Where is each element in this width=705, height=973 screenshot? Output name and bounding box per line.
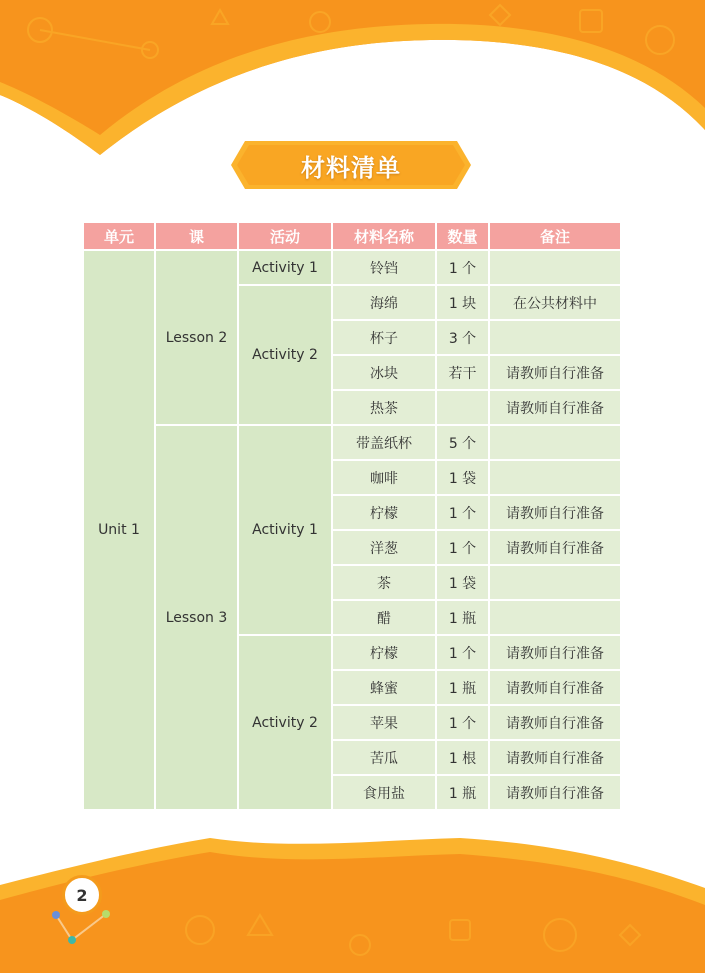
material-cell: 醋 — [333, 601, 435, 634]
material-cell: 咖啡 — [333, 461, 435, 494]
table-row — [84, 251, 620, 284]
lesson-cell: Lesson 2 — [156, 251, 237, 424]
quantity-cell: 1 瓶 — [437, 601, 488, 634]
note-cell: 请教师自行准备 — [490, 741, 620, 774]
header-lesson: 课 — [156, 223, 237, 249]
quantity-cell: 1 个 — [437, 636, 488, 669]
note-cell — [490, 461, 620, 494]
quantity-cell: 1 个 — [437, 706, 488, 739]
note-cell: 请教师自行准备 — [490, 636, 620, 669]
material-cell: 洋葱 — [333, 531, 435, 564]
quantity-cell — [437, 391, 488, 424]
note-cell: 在公共材料中 — [490, 286, 620, 319]
quantity-cell: 1 个 — [437, 251, 488, 284]
material-cell: 苹果 — [333, 706, 435, 739]
quantity-cell: 1 个 — [437, 531, 488, 564]
material-cell: 海绵 — [333, 286, 435, 319]
lesson-cell: Lesson 3 — [156, 426, 237, 809]
title-banner — [231, 141, 471, 189]
quantity-cell: 1 根 — [437, 741, 488, 774]
material-cell: 柠檬 — [333, 496, 435, 529]
material-cell: 苦瓜 — [333, 741, 435, 774]
note-cell — [490, 251, 620, 284]
page-title: 材料清单 — [301, 153, 401, 182]
material-cell: 柠檬 — [333, 636, 435, 669]
quantity-cell: 1 瓶 — [437, 776, 488, 809]
activity-cell: Activity 2 — [239, 636, 331, 809]
note-cell: 请教师自行准备 — [490, 776, 620, 809]
materials-table — [82, 221, 622, 811]
quantity-cell: 3 个 — [437, 321, 488, 354]
material-cell: 热茶 — [333, 391, 435, 424]
quantity-cell: 1 瓶 — [437, 671, 488, 704]
header-unit: 单元 — [84, 223, 154, 249]
material-cell: 蜂蜜 — [333, 671, 435, 704]
material-cell: 杯子 — [333, 321, 435, 354]
material-cell: 食用盐 — [333, 776, 435, 809]
activity-cell: Activity 2 — [239, 286, 331, 424]
note-cell: 请教师自行准备 — [490, 496, 620, 529]
material-cell: 带盖纸杯 — [333, 426, 435, 459]
note-cell: 请教师自行准备 — [490, 356, 620, 389]
table-header-row — [84, 223, 620, 249]
note-cell — [490, 321, 620, 354]
note-cell — [490, 566, 620, 599]
page-number-badge: 2 — [62, 875, 102, 915]
header-activity: 活动 — [239, 223, 331, 249]
note-cell — [490, 426, 620, 459]
quantity-cell: 1 袋 — [437, 461, 488, 494]
note-cell: 请教师自行准备 — [490, 706, 620, 739]
note-cell — [490, 601, 620, 634]
quantity-cell: 1 个 — [437, 496, 488, 529]
table-row — [84, 426, 620, 459]
quantity-cell: 5 个 — [437, 426, 488, 459]
quantity-cell: 若干 — [437, 356, 488, 389]
note-cell: 请教师自行准备 — [490, 671, 620, 704]
activity-cell: Activity 1 — [239, 251, 331, 284]
quantity-cell: 1 袋 — [437, 566, 488, 599]
header-material-name: 材料名称 — [333, 223, 435, 249]
activity-cell: Activity 1 — [239, 426, 331, 634]
header-quantity: 数量 — [437, 223, 488, 249]
header-notes: 备注 — [490, 223, 620, 249]
note-cell: 请教师自行准备 — [490, 391, 620, 424]
material-cell: 冰块 — [333, 356, 435, 389]
unit-cell: Unit 1 — [84, 251, 154, 809]
material-cell: 茶 — [333, 566, 435, 599]
note-cell: 请教师自行准备 — [490, 531, 620, 564]
material-cell: 铃铛 — [333, 251, 435, 284]
quantity-cell: 1 块 — [437, 286, 488, 319]
